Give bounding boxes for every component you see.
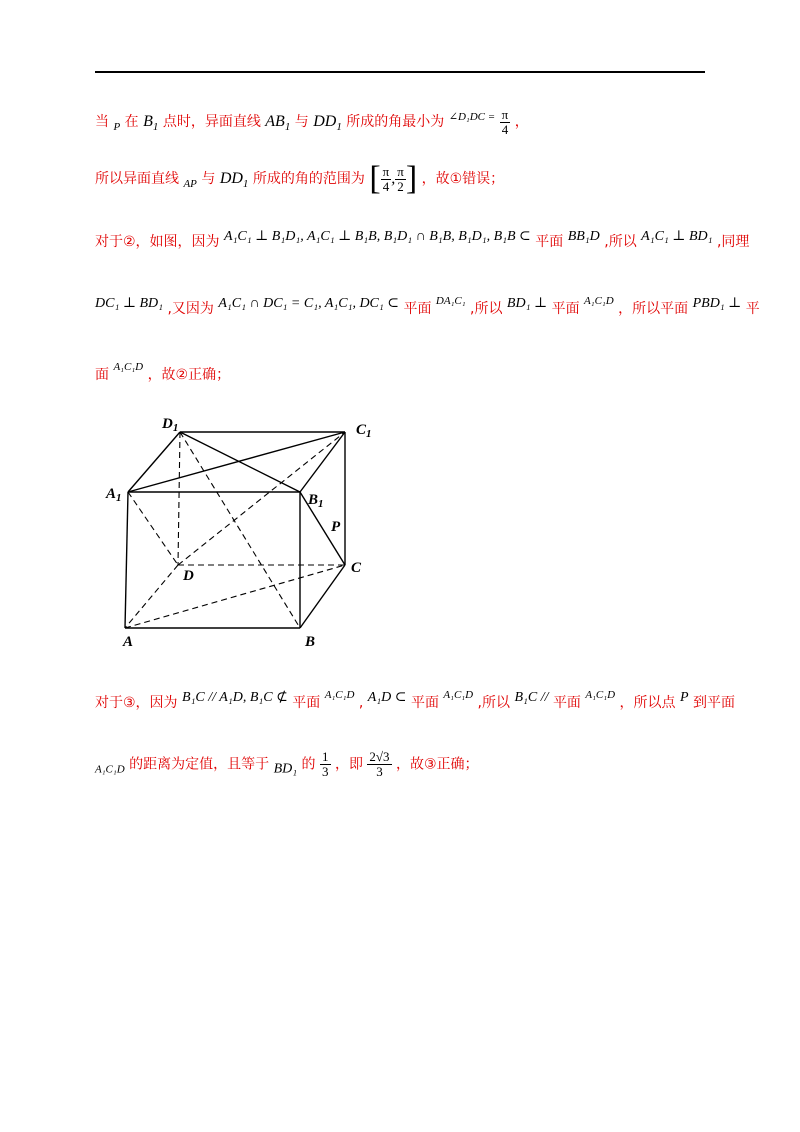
edge-da [125, 565, 178, 628]
fraction-pi-over-4: $\frac{\pi}{4}$ [501, 106, 509, 137]
text-line-6: 对于③，因为 B₁C // A₁D, B₁C ⊄ 平面 $^{A_1C_1D}$ , A₁D ⊂ 平面 $^{A_1C_1D}$ ,所以 B₁C // 平面 $^{A_1C_1D}$ ，所以点 P 到平面 [95, 689, 735, 711]
label-c1: $C_1$ [356, 422, 372, 440]
diag-a1c1 [128, 432, 345, 492]
label-c: C [351, 560, 362, 576]
label-d1: $D_1$ [162, 416, 179, 434]
label-a: A [123, 634, 134, 650]
text-line-7: $_{A_1C_1D}$ 的距离为定值，且等于 BD₁ 的 $\frac{1}{3}$ ，即 $\frac{2√3}{3}$ ，故③正确； [95, 749, 479, 779]
fraction-pi-over-2: $\frac{\pi}{2}$ [397, 163, 404, 194]
label-b1: $B_1$ [308, 492, 324, 510]
edge-d1d [178, 432, 180, 565]
left-bracket: [ [369, 160, 381, 197]
edge-a1a [125, 492, 128, 628]
edge-bc [300, 565, 345, 628]
label-p: P [331, 519, 341, 535]
label-b: B [305, 634, 316, 650]
text-line-4: DC₁ ⊥ BD₁ ,又因为 A₁C₁ ∩ DC₁ = C₁, A₁C₁, DC₁ ⊂ 平面 $^{DA_1C_1}$ ,所以 BD₁ ⊥ 平面 $^{A_1C_1D}$ ，所以平面 PBD₁ ⊥ 平 [95, 295, 760, 317]
header-rule [95, 71, 705, 73]
right-bracket: ] [405, 160, 418, 197]
cube-figure [100, 400, 390, 650]
text-line-3: 对于②，如图，因为 A₁C₁ ⊥ B₁D₁, A₁C₁ ⊥ B₁B, B₁D₁ ∩ B₁B, B₁D₁, B₁B ⊂ 平面 BB₁D ,所以 A₁C₁ ⊥ BD₁ ,同理 [95, 229, 750, 250]
fraction-one-third: $\frac{1}{3}$ [322, 749, 329, 779]
text-line-1: 当 $_P$ 在 $B_1$ 点时，异面直线 $AB_1$ 与 $DD_1$ 所成的角最小为 $^{\angle D_1DC =}$ $\frac{\pi}{4}$ ， [95, 106, 529, 137]
text-line-2: 所以异面直线 $_{AP}$ 与 $DD_1$ 所成的角的范围为 [ $\frac{\pi}{4}$ , $\frac{\pi}{2}$ ] ，故①错误； [95, 160, 505, 197]
edge-d1a1 [128, 432, 180, 492]
label-d: D [183, 568, 194, 584]
fraction-pi-over-4: $\frac{\pi}{4}$ [382, 163, 390, 194]
text-line-5: 面 $^{A_1C_1D}$ ，故②正确； [95, 361, 231, 383]
diag-a1d [128, 492, 178, 565]
diag-ac [125, 565, 345, 628]
label-a1: $A_1$ [106, 486, 122, 504]
fraction-two-root3-over-3: $\frac{2√3}{3}$ [369, 749, 390, 779]
